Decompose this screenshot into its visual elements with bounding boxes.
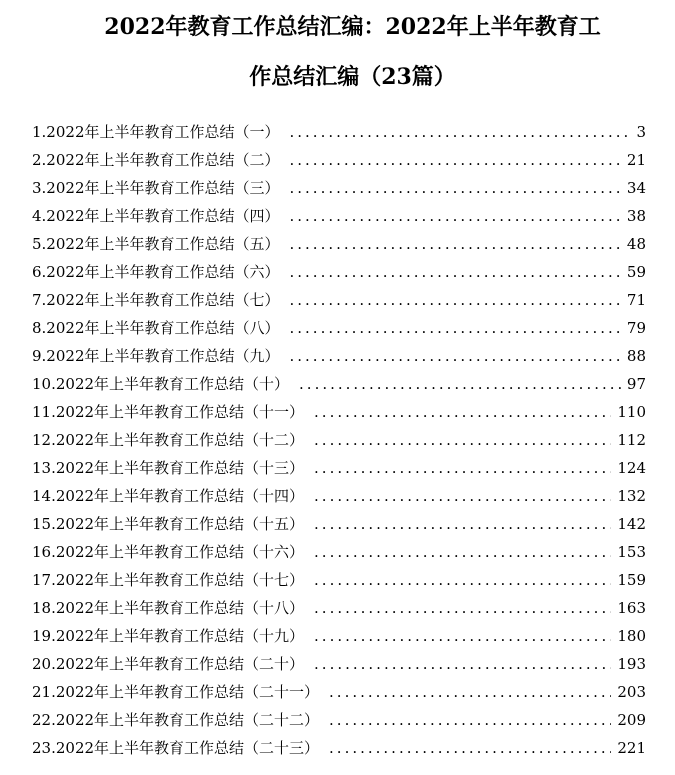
toc-entry[interactable] <box>32 370 646 398</box>
toc-page-number: 142 <box>617 515 646 533</box>
toc-entry[interactable] <box>32 678 646 706</box>
toc-entry-title: 18.2022年上半年教育工作总结（十八） <box>32 599 305 617</box>
toc-entry-title: 12.2022年上半年教育工作总结（十二） <box>32 431 305 449</box>
toc-dot-leader <box>314 622 611 650</box>
toc-entry[interactable] <box>32 538 646 566</box>
toc-dot-leader <box>290 342 621 370</box>
toc-entry[interactable] <box>32 342 646 370</box>
toc-page-number: 79 <box>626 319 646 337</box>
toc-entry-title: 8.2022年上半年教育工作总结（八） <box>32 319 280 337</box>
toc-dot-leader <box>290 174 621 202</box>
toc-entry-title: 3.2022年上半年教育工作总结（三） <box>32 179 280 197</box>
toc-dot-leader <box>299 370 621 398</box>
toc-entry-title: 5.2022年上半年教育工作总结（五） <box>32 235 280 253</box>
toc-entry-title: 23.2022年上半年教育工作总结（二十三） <box>32 739 320 757</box>
toc-entry[interactable] <box>32 230 646 258</box>
toc-entry[interactable] <box>32 426 646 454</box>
toc-entry[interactable] <box>32 146 646 174</box>
toc-dot-leader <box>314 398 611 426</box>
title-line-1: 2022年教育工作总结汇编：2022年上半年教育工 <box>104 14 601 40</box>
toc-page-number: 3 <box>636 123 646 141</box>
toc-page-number: 124 <box>617 459 646 477</box>
toc-dot-leader <box>290 314 621 342</box>
toc-page-number: 209 <box>617 711 646 729</box>
toc-entry[interactable] <box>32 202 646 230</box>
toc-entry-title: 13.2022年上半年教育工作总结（十三） <box>32 459 305 477</box>
toc-page-number: 153 <box>617 543 646 561</box>
toc-entry-title: 20.2022年上半年教育工作总结（二十） <box>32 655 305 673</box>
toc-entry[interactable] <box>32 594 646 622</box>
toc-entry[interactable] <box>32 398 646 426</box>
toc-page-number: 112 <box>617 431 646 449</box>
toc-dot-leader <box>290 202 621 230</box>
toc-entry-title: 11.2022年上半年教育工作总结（十一） <box>32 403 305 421</box>
toc-page-number: 21 <box>626 151 646 169</box>
toc-entry-title: 6.2022年上半年教育工作总结（六） <box>32 263 280 281</box>
toc-entry-title: 16.2022年上半年教育工作总结（十六） <box>32 543 305 561</box>
toc-entry[interactable] <box>32 706 646 734</box>
toc-entry[interactable] <box>32 118 646 146</box>
toc-page-number: 48 <box>626 235 646 253</box>
toc-entry-title: 4.2022年上半年教育工作总结（四） <box>32 207 280 225</box>
toc-page-number: 97 <box>626 375 646 393</box>
toc-entry-title: 21.2022年上半年教育工作总结（二十一） <box>32 683 320 701</box>
toc-entry-title: 15.2022年上半年教育工作总结（十五） <box>32 515 305 533</box>
toc-page-number: 34 <box>626 179 646 197</box>
toc-page-number: 132 <box>617 487 646 505</box>
toc-dot-leader <box>314 650 611 678</box>
toc-dot-leader <box>290 146 621 174</box>
toc-page-number: 71 <box>626 291 646 309</box>
toc-page-number: 193 <box>617 655 646 673</box>
toc-page-number: 159 <box>617 571 646 589</box>
toc-entry[interactable] <box>32 650 646 678</box>
toc-dot-leader <box>290 118 631 146</box>
toc-entry-title: 22.2022年上半年教育工作总结（二十二） <box>32 711 320 729</box>
toc-entry-title: 9.2022年上半年教育工作总结（九） <box>32 347 280 365</box>
toc-entry-title: 1.2022年上半年教育工作总结（一） <box>32 123 280 141</box>
table-of-contents <box>32 118 646 762</box>
toc-dot-leader <box>314 510 611 538</box>
toc-page-number: 163 <box>617 599 646 617</box>
toc-entry[interactable] <box>32 622 646 650</box>
toc-entry[interactable] <box>32 286 646 314</box>
toc-page-number: 38 <box>626 207 646 225</box>
toc-dot-leader <box>314 594 611 622</box>
toc-dot-leader <box>314 454 611 482</box>
toc-entry[interactable] <box>32 258 646 286</box>
toc-entry[interactable] <box>32 454 646 482</box>
toc-dot-leader <box>314 538 611 566</box>
toc-page-number: 59 <box>626 263 646 281</box>
toc-page-number: 221 <box>617 739 646 757</box>
toc-dot-leader <box>314 426 611 454</box>
toc-dot-leader <box>329 678 611 706</box>
title-line-2: 作总结汇编（23篇） <box>249 64 456 90</box>
document-title <box>40 2 665 102</box>
toc-entry[interactable] <box>32 314 646 342</box>
toc-entry[interactable] <box>32 482 646 510</box>
toc-entry-title: 17.2022年上半年教育工作总结（十七） <box>32 571 305 589</box>
toc-dot-leader <box>329 734 611 762</box>
toc-entry[interactable] <box>32 734 646 762</box>
toc-entry-title: 14.2022年上半年教育工作总结（十四） <box>32 487 305 505</box>
toc-dot-leader <box>314 566 611 594</box>
toc-page-number: 110 <box>617 403 646 421</box>
toc-entry[interactable] <box>32 566 646 594</box>
toc-dot-leader <box>290 230 621 258</box>
toc-dot-leader <box>290 286 621 314</box>
toc-entry[interactable] <box>32 510 646 538</box>
toc-entry-title: 2.2022年上半年教育工作总结（二） <box>32 151 280 169</box>
toc-page-number: 180 <box>617 627 646 645</box>
toc-entry[interactable] <box>32 174 646 202</box>
toc-page-number: 88 <box>626 347 646 365</box>
toc-entry-title: 19.2022年上半年教育工作总结（十九） <box>32 627 305 645</box>
toc-entry-title: 10.2022年上半年教育工作总结（十） <box>32 375 290 393</box>
toc-dot-leader <box>290 258 621 286</box>
toc-dot-leader <box>314 482 611 510</box>
toc-entry-title: 7.2022年上半年教育工作总结（七） <box>32 291 280 309</box>
toc-page-number: 203 <box>617 683 646 701</box>
toc-dot-leader <box>329 706 611 734</box>
